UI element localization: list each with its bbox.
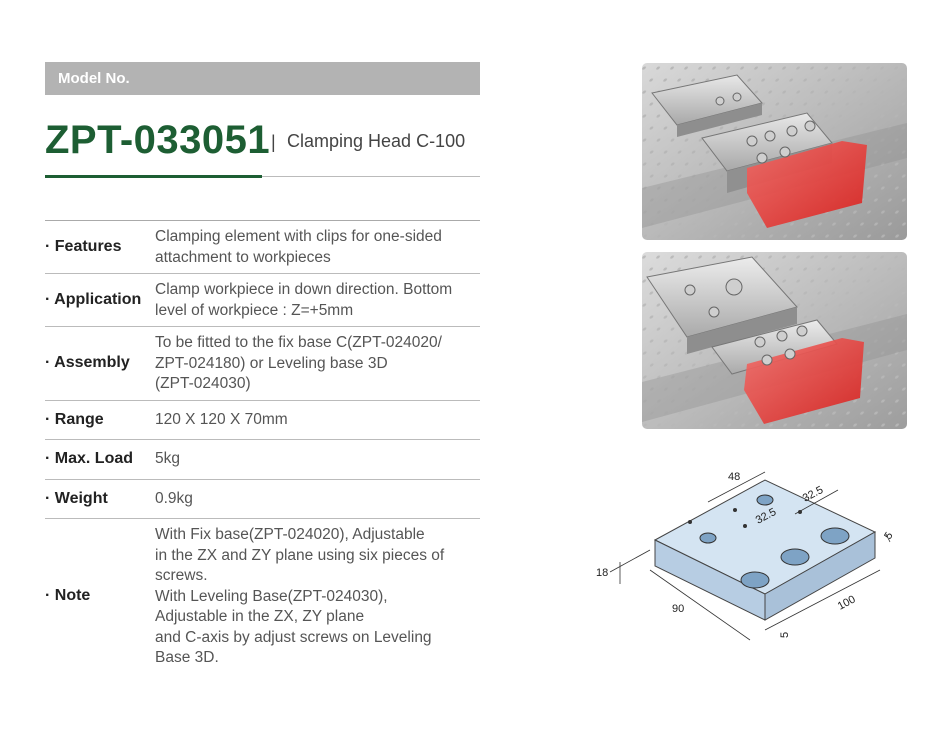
spec-line: To be fitted to the fix base C(ZPT-024020/ (155, 334, 442, 351)
dim-length: 100 (835, 593, 858, 613)
spec-line: 0.9kg (155, 489, 193, 507)
spec-row-range (45, 401, 480, 441)
spec-line: level of workpiece : Z=+5mm (155, 301, 354, 319)
spec-line: 120 X 120 X 70mm (155, 410, 288, 428)
spec-value (155, 480, 480, 519)
model-code: ZPT-033051 (45, 118, 271, 162)
spec-label: · Features (45, 238, 122, 255)
model-number-bar: Model No. (45, 62, 480, 95)
dim-pitch-b: 32.5 (800, 483, 826, 505)
spec-line: Adjustable in the ZX, ZY plane (155, 608, 365, 625)
dim-clip-offset-bottom: 5 (779, 631, 791, 638)
spec-value (155, 327, 480, 400)
dim-pitch-a: 32.5 (753, 505, 779, 527)
spec-row-weight (45, 480, 480, 520)
spec-row-note (45, 519, 480, 674)
spec-line: Clamping element with clips for one-sided (155, 228, 442, 245)
spec-label: · Note (45, 587, 91, 605)
spec-line: Base 3D. (155, 649, 219, 666)
spec-value (155, 401, 480, 440)
product-photo-bottom (642, 252, 907, 429)
title-block (45, 118, 480, 178)
dim-top-width: 48 (728, 471, 741, 483)
spec-row-application (45, 274, 480, 327)
spec-label: · Weight (45, 489, 108, 507)
dim-depth: 90 (672, 603, 685, 615)
spec-label: · Max. Load (45, 450, 134, 468)
title-separator: | (271, 132, 276, 152)
spec-label: · Assembly (45, 354, 130, 372)
spec-line: With Leveling Base(ZPT-024030), (155, 587, 388, 605)
spec-row-assembly (45, 327, 480, 401)
dim-clip-offset-top: 5 (882, 530, 896, 542)
model-name: Clamping Head C-100 (287, 131, 466, 151)
spec-line: attachment to workpieces (155, 248, 331, 266)
spec-line: (ZPT-024030) (155, 375, 251, 392)
spec-line: ZPT-024180) or Leveling base 3D (155, 354, 388, 372)
spec-label: · Range (45, 410, 104, 428)
spec-value (155, 440, 480, 479)
spec-table (45, 220, 480, 674)
title-underline-accent (45, 175, 262, 178)
technical-drawing (590, 462, 940, 702)
spec-label: · Application (45, 291, 142, 308)
spec-row-features (45, 221, 480, 274)
product-photo-top (642, 63, 907, 240)
spec-line: screws. (155, 567, 208, 584)
spec-line: in the ZX and ZY plane using six pieces of (155, 546, 445, 564)
spec-value (155, 274, 480, 326)
spec-line: With Fix base(ZPT-024020), Adjustable (155, 526, 425, 543)
spec-row-max-load (45, 440, 480, 480)
dim-height: 18 (596, 567, 609, 579)
spec-value (155, 519, 480, 674)
spec-line: 5kg (155, 450, 180, 467)
spec-line: and C-axis by adjust screws on Leveling (155, 628, 432, 646)
spec-line: Clamp workpiece in down direction. Bottom (155, 281, 453, 298)
spec-value (155, 221, 480, 273)
